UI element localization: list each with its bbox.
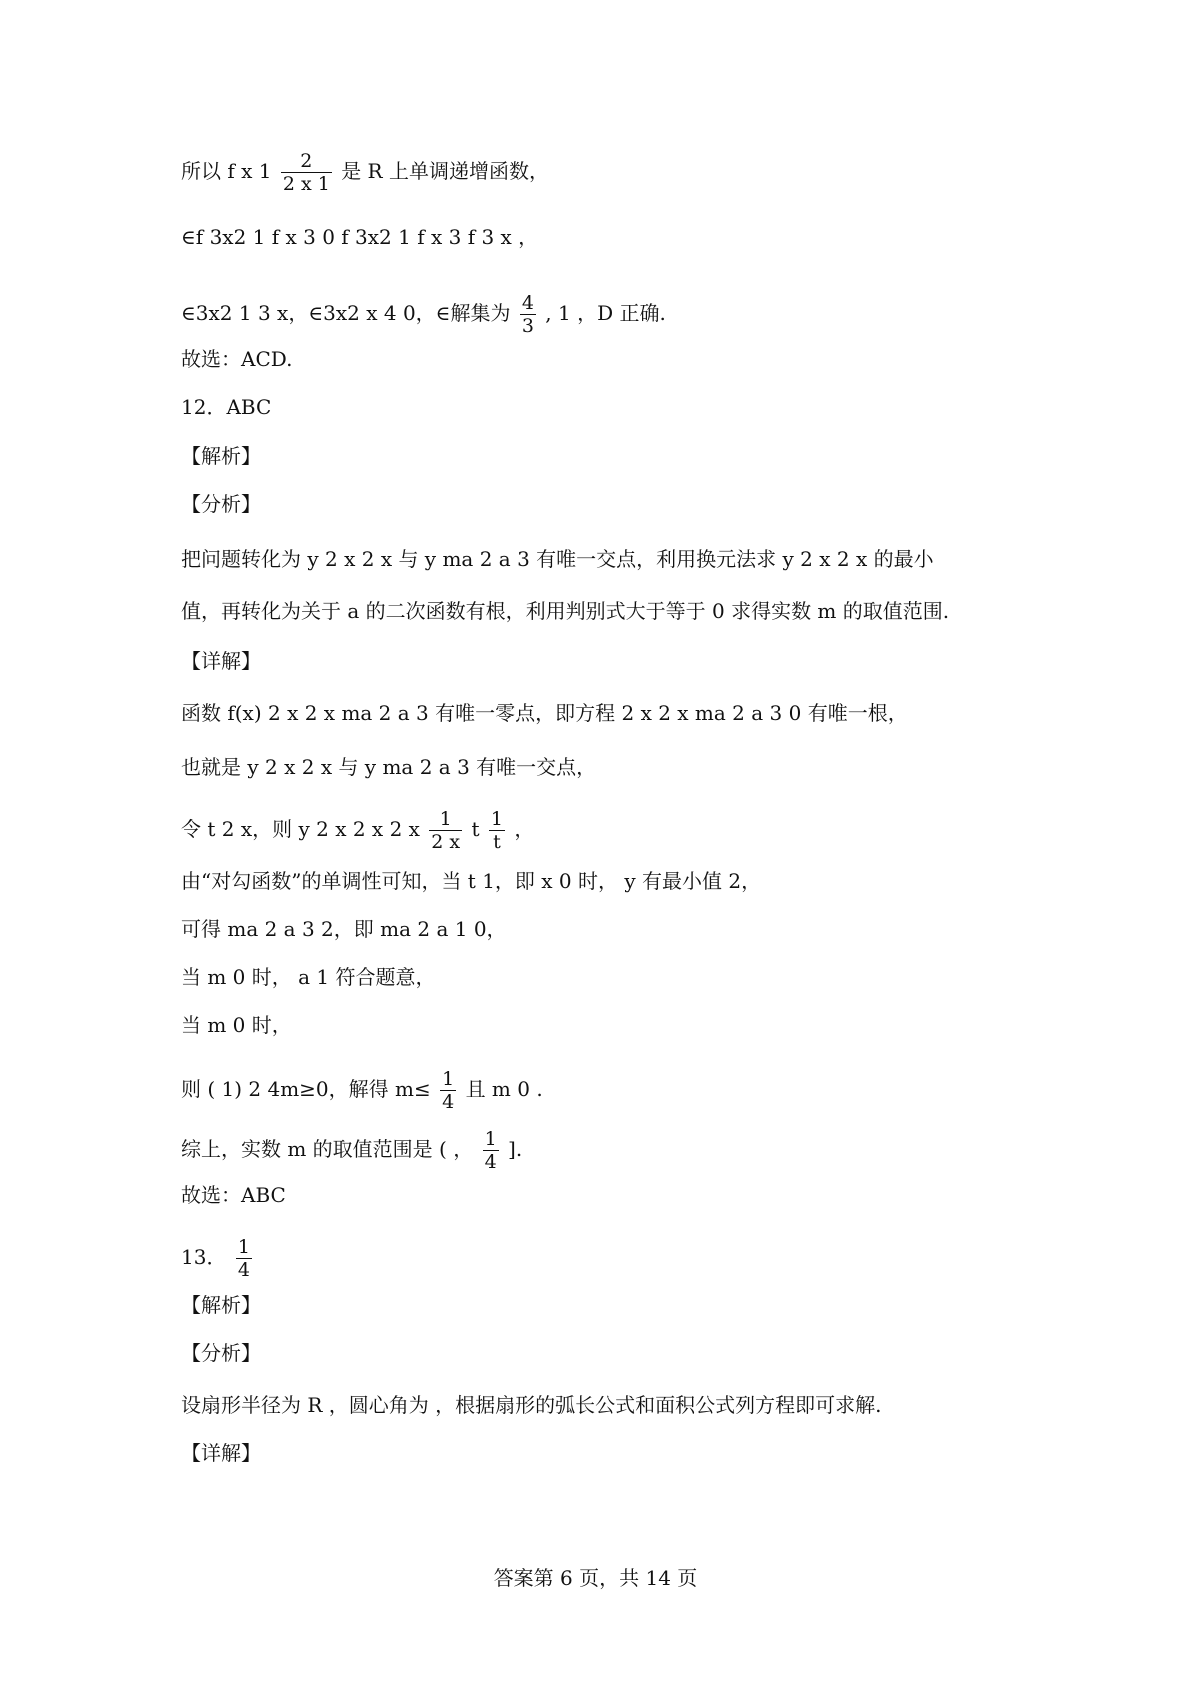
analysis-text: 值，再转化为关于 a 的二次函数有根，利用判别式大于等于 0 求得实数 m 的取值范围. xyxy=(181,599,950,623)
text: 令 t 2 x，则 y 2 x 2 x 2 x xyxy=(181,817,420,841)
fraction xyxy=(489,808,505,853)
solution-text: 可得 ma 2 a 3 2，即 ma 2 a 1 0， xyxy=(181,917,507,941)
fraction-denominator: 4 xyxy=(484,1151,497,1173)
line-substitution xyxy=(181,808,534,853)
line-monotonic xyxy=(181,150,549,195)
fraction-numerator: 1 xyxy=(490,808,503,830)
fraction-denominator: 2 x xyxy=(431,831,461,853)
fraction-denominator: 3 xyxy=(521,315,534,337)
text: t xyxy=(471,817,480,841)
fraction xyxy=(440,1068,456,1113)
line-inequality: ∈f 3x2 1 f x 3 0 f 3x2 1 f x 3 f 3 x ， xyxy=(181,225,539,249)
text: 13． xyxy=(181,1245,227,1269)
text: 且 m 0 . xyxy=(465,1077,543,1101)
fraction-numerator: 2 xyxy=(300,150,313,172)
answer-line: 故选：ACD. xyxy=(181,347,293,371)
fraction-denominator: 4 xyxy=(237,1259,250,1281)
question-number xyxy=(181,1236,255,1281)
section-heading: 【详解】 xyxy=(181,649,261,673)
fraction xyxy=(281,150,332,195)
fraction-denominator: 4 xyxy=(442,1091,455,1113)
solution-text: 也就是 y 2 x 2 x 与 y ma 2 a 3 有唯一交点， xyxy=(181,755,597,779)
fraction-numerator: 1 xyxy=(484,1128,497,1150)
page-footer: 答案第 6 页，共 14 页 xyxy=(493,1566,698,1590)
fraction-numerator: 4 xyxy=(521,292,534,314)
question-number: 12．ABC xyxy=(181,395,272,419)
line-range xyxy=(181,1128,522,1173)
fraction-denominator: t xyxy=(489,830,505,853)
text: 综上，实数 m 的取值范围是 ( ， xyxy=(181,1137,474,1161)
section-heading: 【分析】 xyxy=(181,1341,261,1365)
analysis-text: 把问题转化为 y 2 x 2 x 与 y ma 2 a 3 有唯一交点，利用换元法求 y 2 x 2 x 的最小 xyxy=(181,547,934,571)
fraction xyxy=(483,1128,499,1173)
text: ， xyxy=(514,817,535,841)
text: 是 R 上单调递增函数， xyxy=(341,159,549,183)
analysis-text: 设扇形半径为 R ，圆心角为 ，根据扇形的弧长公式和面积公式列方程即可求解. xyxy=(181,1393,882,1417)
line-discriminant xyxy=(181,1068,543,1113)
line-solution-set xyxy=(181,292,666,337)
fraction xyxy=(520,292,536,337)
text: ]. xyxy=(508,1137,523,1161)
fraction xyxy=(236,1236,252,1281)
section-heading: 【分析】 xyxy=(181,492,261,516)
section-heading: 【解析】 xyxy=(181,444,261,468)
text: , 1 ，D 正确. xyxy=(545,301,666,325)
solution-text: 函数 f(x) 2 x 2 x ma 2 a 3 有唯一零点，即方程 2 x 2 x ma 2 a 3 0 有唯一根， xyxy=(181,701,908,725)
fraction-numerator: 1 xyxy=(442,1068,455,1090)
fraction-numerator: 1 xyxy=(439,808,452,830)
section-heading: 【解析】 xyxy=(181,1293,261,1317)
solution-text: 当 m 0 时， a 1 符合题意， xyxy=(181,965,436,989)
section-heading: 【详解】 xyxy=(181,1441,261,1465)
fraction-numerator: 1 xyxy=(237,1236,250,1258)
solution-text: 由“对勾函数”的单调性可知，当 t 1，即 x 0 时， y 有最小值 2， xyxy=(181,869,762,893)
solution-text: 当 m 0 时， xyxy=(181,1013,292,1037)
text: 所以 f x 1 xyxy=(181,159,272,183)
fraction xyxy=(429,808,462,853)
answer-line: 故选：ABC xyxy=(181,1183,286,1207)
text: 则 ( 1) 2 4m≥0，解得 m≤ xyxy=(181,1077,431,1101)
text: ∈3x2 1 3 x，∈3x2 x 4 0，∈解集为 xyxy=(181,301,511,325)
fraction-denominator: 2 x 1 xyxy=(282,173,330,195)
